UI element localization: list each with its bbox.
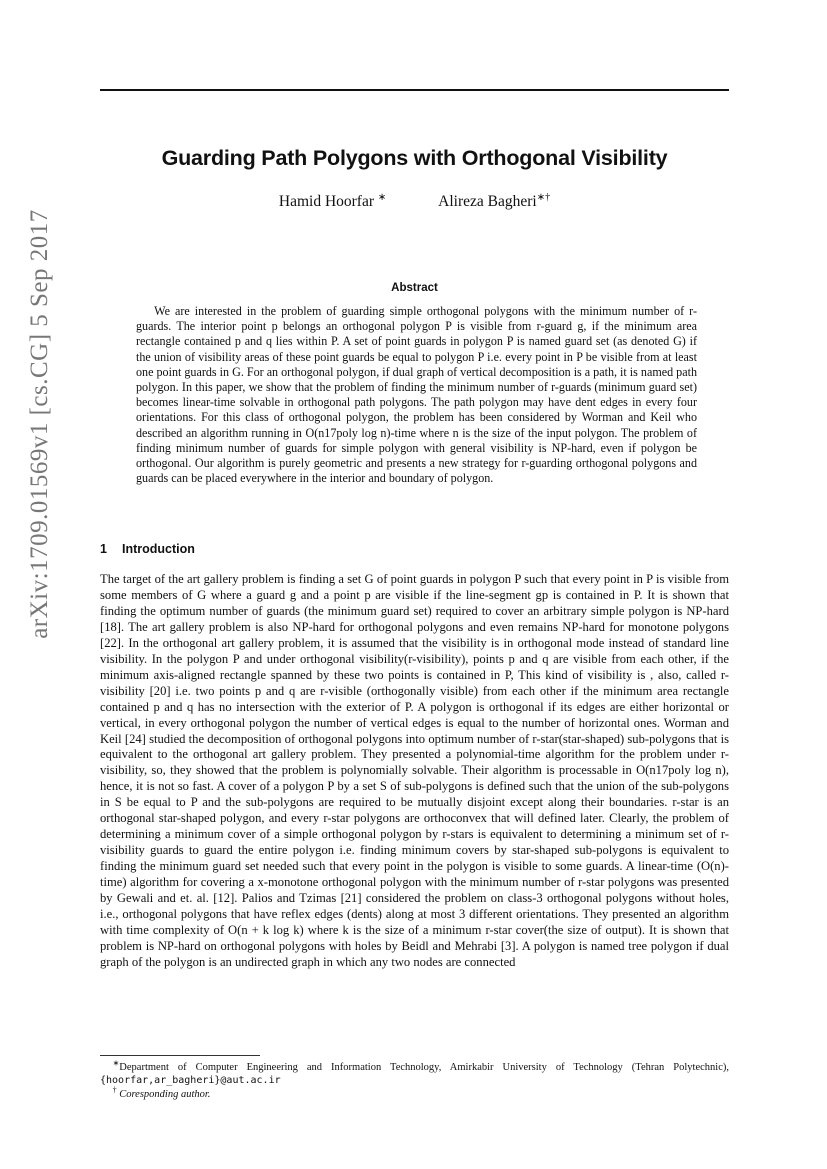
author-1	[279, 192, 386, 211]
footnote-affiliation	[100, 1058, 729, 1088]
author-2-mark: ∗†	[536, 192, 551, 203]
introduction-text: The target of the art gallery problem is finding a set G of point guards in polygon P such that every point in P is visible from some members of G where a guard g and a point p are visible if the line-segment gp is contained in P. It is shown that finding the optimum number of guards (the minimum guard set) required to cover an arbitrary simple polygon is NP-hard [18]. The art gallery problem is also NP-hard for orthogonal polygons and even remains NP-hard for monotone polygons [22]. In the orthogonal art gallery problem, it is assumed that the visibility is in orthogonal mode instead of standard line visibility. In the polygon P and under orthogonal visibility(r-visibility), points p and q are visible from each other, if the minimum axis-aligned rectangle spanned by these two points is contained in P, This kind of visibility is , also, called r-visibility [20] i.e. two points p and q are r-visible (orthogonally visible) from each other if the minimum area rectangle contained p and q has no intersection with the exterior of P. A polygon is orthogonal if its edges are either horizontal or vertical, in every orthogonal polygon the number of vertical edges is equal to the number of horizontal ones. Worman and Keil [24] studied the decomposition of orthogonal polygons into optimum number of r-star(star-shaped) sub-polygons that is equivalent to the orthogonal art gallery problem. They presented a polynomial-time algorithm for the problem under r-visibility, so, they showed that the problem is polynomially solvable. Their algorithm is processable in O(n17poly log n), hence, it is not so fast. A cover of a polygon P by a set S of sub-polygons is defined such that the union of the sub-polygons in S be equal to P and the sub-polygons are required to be mutually disjoint except along their boundaries. r-star is an orthogonal star-shaped polygon, and every r-star polygons are orthoconvex that will defined later. Clearly, the problem of determining a minimum cover of a simple orthogonal polygon by r-stars is equivalent to determining a minimum set of r-visibility guards to guard the entire polygon i.e. finding minimum covers by star-shaped sub-polygons is equivalent to finding the minimum guard set needed such that every point in the polygon is visible to some guards. A linear-time (O(n)-time) algorithm for covering a x-monotone orthogonal polygon with the minimum number of r-star polygons was presented by Gewali and et. al. [12]. Palios and Tzimas [21] considered the problem on class-3 orthogonal polygons without holes, i.e., orthogonal polygons that have reflex edges (dents) along at most 3 different orientations. They presented an algorithm with time complexity of O(n + k log k) where k is the size of a minimum r-star cover(the size of output). It is shown that problem is NP-hard on orthogonal polygons with holes by Beidl and Mehrabi [3]. A polygon is named tree polygon if dual graph of the polygon is an undirected graph in which any two nodes are connected	[100, 572, 729, 969]
arxiv-identifier[interactable]: arXiv:1709.01569v1 [cs.CG] 5 Sep 2017	[26, 209, 53, 639]
section-heading	[100, 542, 195, 556]
paper-title: Guarding Path Polygons with Orthogonal Visibility	[161, 146, 668, 170]
footnote-corr-text: Coresponding author.	[119, 1089, 211, 1100]
footnote-affil-mark: ∗	[112, 1058, 120, 1068]
author-1-name: Hamid Hoorfar	[278, 193, 375, 211]
author-2	[438, 192, 550, 211]
footnote-email[interactable]: {hoorfar,ar_bagheri}@aut.ac.ir	[100, 1075, 281, 1087]
footnote-rule	[100, 1055, 260, 1056]
abstract-text: We are interested in the problem of guarding simple orthogonal polygons with the minimum number of r-guards. The interior point p belongs an orthogonal polygon P is visible from r-guard g, if the minimum area rectangle contained p and q lies within P. A set of point guards in polygon P is named guard set (as denoted G) if the union of visibility areas of these point guards be equal to polygon P i.e. every point in P be visible from at least one point guards in G. For an orthogonal polygon, if dual graph of vertical decomposition is a path, it is named path polygon. In this paper, we show that the problem of finding the minimum number of r-guards (minimum guard set) becomes linear-time solvable in orthogonal path polygons. The path polygon may have dent edges in every four orientations. For this class of orthogonal polygon, the problem has been considered by Worman and Keil who described an algorithm running in O(n17poly log n)-time where n is the size of the input polygon. The problem of finding minimum number of guards for simple polygon with general visibility is NP-hard, even if polygon be orthogonal. Our algorithm is purely geometric and presents a new strategy for r-guarding orthogonal polygons and guards can be placed everywhere in the interior and boundary of polygon.	[136, 304, 697, 486]
author-1-mark: ∗	[377, 192, 387, 203]
author-2-name: Alireza Bagheri	[438, 193, 537, 211]
footnote-corresponding	[100, 1085, 742, 1101]
top-rule	[100, 89, 729, 91]
footnote-affil-text: Department of Computer Engineering and Information Technology, Amirkabir University of Technology (Tehran Polytechnic),	[119, 1062, 729, 1073]
section-title: Introduction	[122, 542, 195, 556]
author-list	[100, 192, 729, 211]
abstract-heading: Abstract	[391, 282, 438, 294]
section-number: 1	[100, 542, 107, 556]
footnote-corr-mark: †	[112, 1085, 117, 1095]
